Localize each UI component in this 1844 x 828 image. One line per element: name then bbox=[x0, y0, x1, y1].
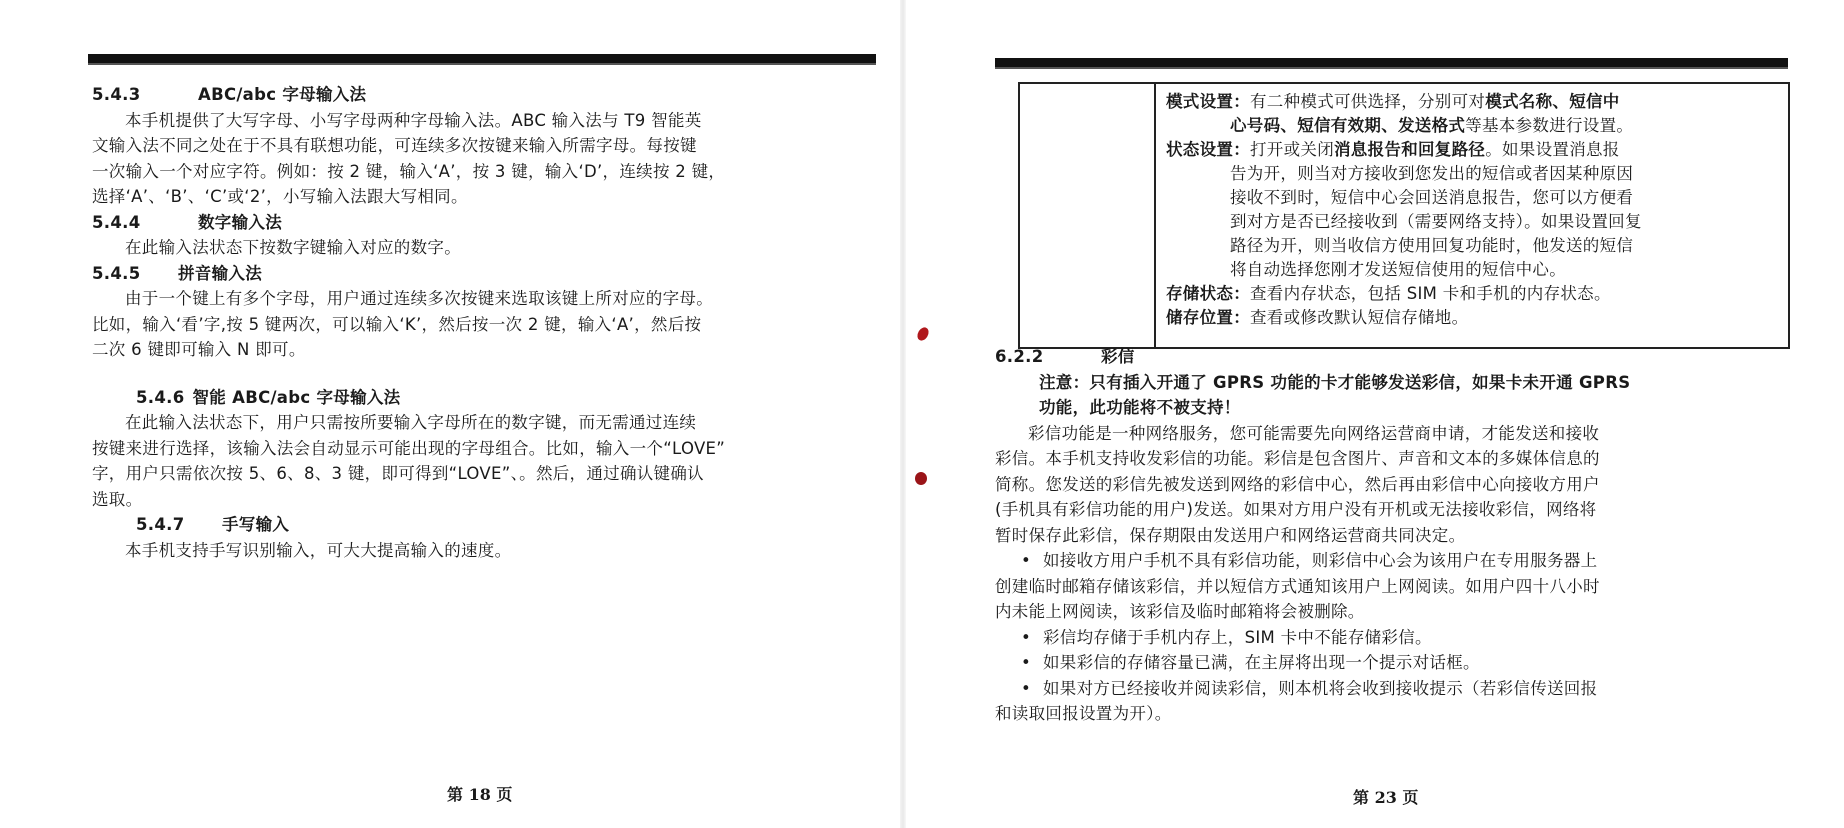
table-empty-column bbox=[1020, 84, 1156, 347]
paragraph-5-4-7: 本手机支持手写识别输入，可大大提高输入的速度。 bbox=[125, 540, 512, 560]
mms-bullet-2: • 彩信均存储于手机内存上，SIM 卡中不能存储彩信。 bbox=[995, 625, 1787, 651]
paragraph-5-4-3: 本手机提供了大写字母、小写字母两种字母输入法。ABC 输入法与 T9 智能英 文输入法不同之处在于不具有联想功能，可连续多次按键来输入所需字母。每按键 一次输入一个对应字符。例如：按 2 键，输入‘A’，按 3 键，输入‘D’，连续按 2 键， 选择‘A’、‘B’、‘C’或‘2’，小写输入法跟大写相同。 bbox=[92, 110, 726, 206]
mms-bullet-4: • 如果对方已经接收并阅读彩信，则本机将会收到接收提示（若彩信传送回报 和读取回报设置为开）。 bbox=[995, 676, 1787, 727]
storage-location-item: 储存位置：查看或修改默认短信存储地。 bbox=[1166, 308, 1469, 327]
page-number-18: 第 18 页 bbox=[447, 785, 513, 804]
header-rule bbox=[995, 58, 1788, 69]
bullet-icon: • bbox=[1020, 551, 1031, 570]
bullet-icon: • bbox=[1020, 678, 1031, 698]
section-heading-5-4-4: 5.4.4 数字输入法 bbox=[92, 212, 282, 232]
header-rule bbox=[88, 54, 876, 65]
mms-paragraph: 彩信功能是一种网络服务，您可能需要先向网络运营商申请，才能发送和接收 彩信。本手机支持收发彩信的功能。彩信是包含图片、声音和文本的多媒体信息的 简称。您发送的彩信先被发送到网络的彩信中心，然后再由彩信中心向接收方用户 (手机具有彩信功能的用户)发送。如果对方用户没有开机或无法接收彩信，网络将 暂时保存此彩信，保存期限由发送用户和网络运营商共同决定。 bbox=[995, 423, 1600, 545]
paragraph-5-4-5: 由于一个键上有多个字母，用户通过连续多次按键来选取该键上所对应的字母。 比如，输入‘看’字,按 5 键两次，可以输入‘K’，然后按一次 2 键，输入‘A’，然后按 二次 6 键即可输入 N 即可。 bbox=[92, 289, 713, 359]
paragraph-5-4-6: 在此输入法状态下，用户只需按所要输入字母所在的数字键，而无需通过连续 按键来进行选择，该输入法会自动显示可能出现的字母组合。比如，输入一个“LOVE” 字，用户只需依次按 5、6、8、3 键，即可得到“LOVE”、。然后，通过确认键确认 选取。 bbox=[92, 413, 726, 509]
section-heading-5-4-6: 5.4.6 智能 ABC/abc 字母输入法 bbox=[136, 387, 401, 407]
page-number-23: 第 23 页 bbox=[1353, 788, 1419, 807]
gprs-note: 注意：只有插入开通了 GPRS 功能的卡才能够发送彩信，如果卡未开通 GPRS bbox=[1039, 372, 1631, 392]
left-page-content bbox=[92, 82, 874, 563]
paragraph-5-4-4: 在此输入法状态下按数字键输入对应的数字。 bbox=[125, 238, 461, 257]
bullet-icon: • bbox=[1020, 653, 1031, 672]
table-description-column bbox=[1156, 84, 1788, 347]
right-page-content bbox=[995, 344, 1787, 727]
gprs-note-continued: 功能，此功能将不被支持！ bbox=[1039, 398, 1241, 417]
mode-settings-item: 模式设置：有二种模式可供选择，分别可对模式名称、短信中 心号码、短信有效期、发送格式等基本参数进行设置。 bbox=[1166, 92, 1634, 135]
right-page bbox=[905, 0, 1844, 828]
section-heading-5-4-5: 5.4.5 拼音输入法 bbox=[92, 263, 262, 283]
status-settings-item: 状态设置：打开或关闭消息报告和回复路径。如果设置消息报 告为开，则当对方接收到您发出的短信或者因某种原因 接收不到时，短信中心会回送消息报告，您可以方便看 到对方是否已经接收到（需要网络支持）。如果设置回复 路径为开，则当收信方使用回复功能时，他发送的短信 将自动选择您刚才发送短信使用的短信中心。 bbox=[1166, 140, 1642, 279]
mms-bullet-3: • 如果彩信的存储容量已满，在主屏将出现一个提示对话框。 bbox=[995, 650, 1787, 676]
bullet-icon: • bbox=[1020, 627, 1031, 647]
sms-settings-table bbox=[1018, 82, 1790, 349]
ink-speck bbox=[915, 472, 927, 485]
section-heading-6-2-2: 6.2.2 彩信 bbox=[995, 347, 1135, 366]
section-heading-5-4-7: 5.4.7 手写输入 bbox=[136, 515, 290, 534]
storage-status-item: 存储状态：查看内存状态，包括 SIM 卡和手机的内存状态。 bbox=[1166, 284, 1611, 303]
mms-bullet-1: • 如接收方用户手机不具有彩信功能，则彩信中心会为该用户在专用服务器上 创建临时邮箱存储该彩信，并以短信方式通知该用户上网阅读。如用户四十八小时 内未能上网阅读，该彩信及临时邮箱将会被删除。 bbox=[995, 548, 1787, 625]
section-heading-5-4-3: 5.4.3 ABC/abc 字母输入法 bbox=[92, 85, 367, 104]
left-page bbox=[0, 0, 900, 828]
